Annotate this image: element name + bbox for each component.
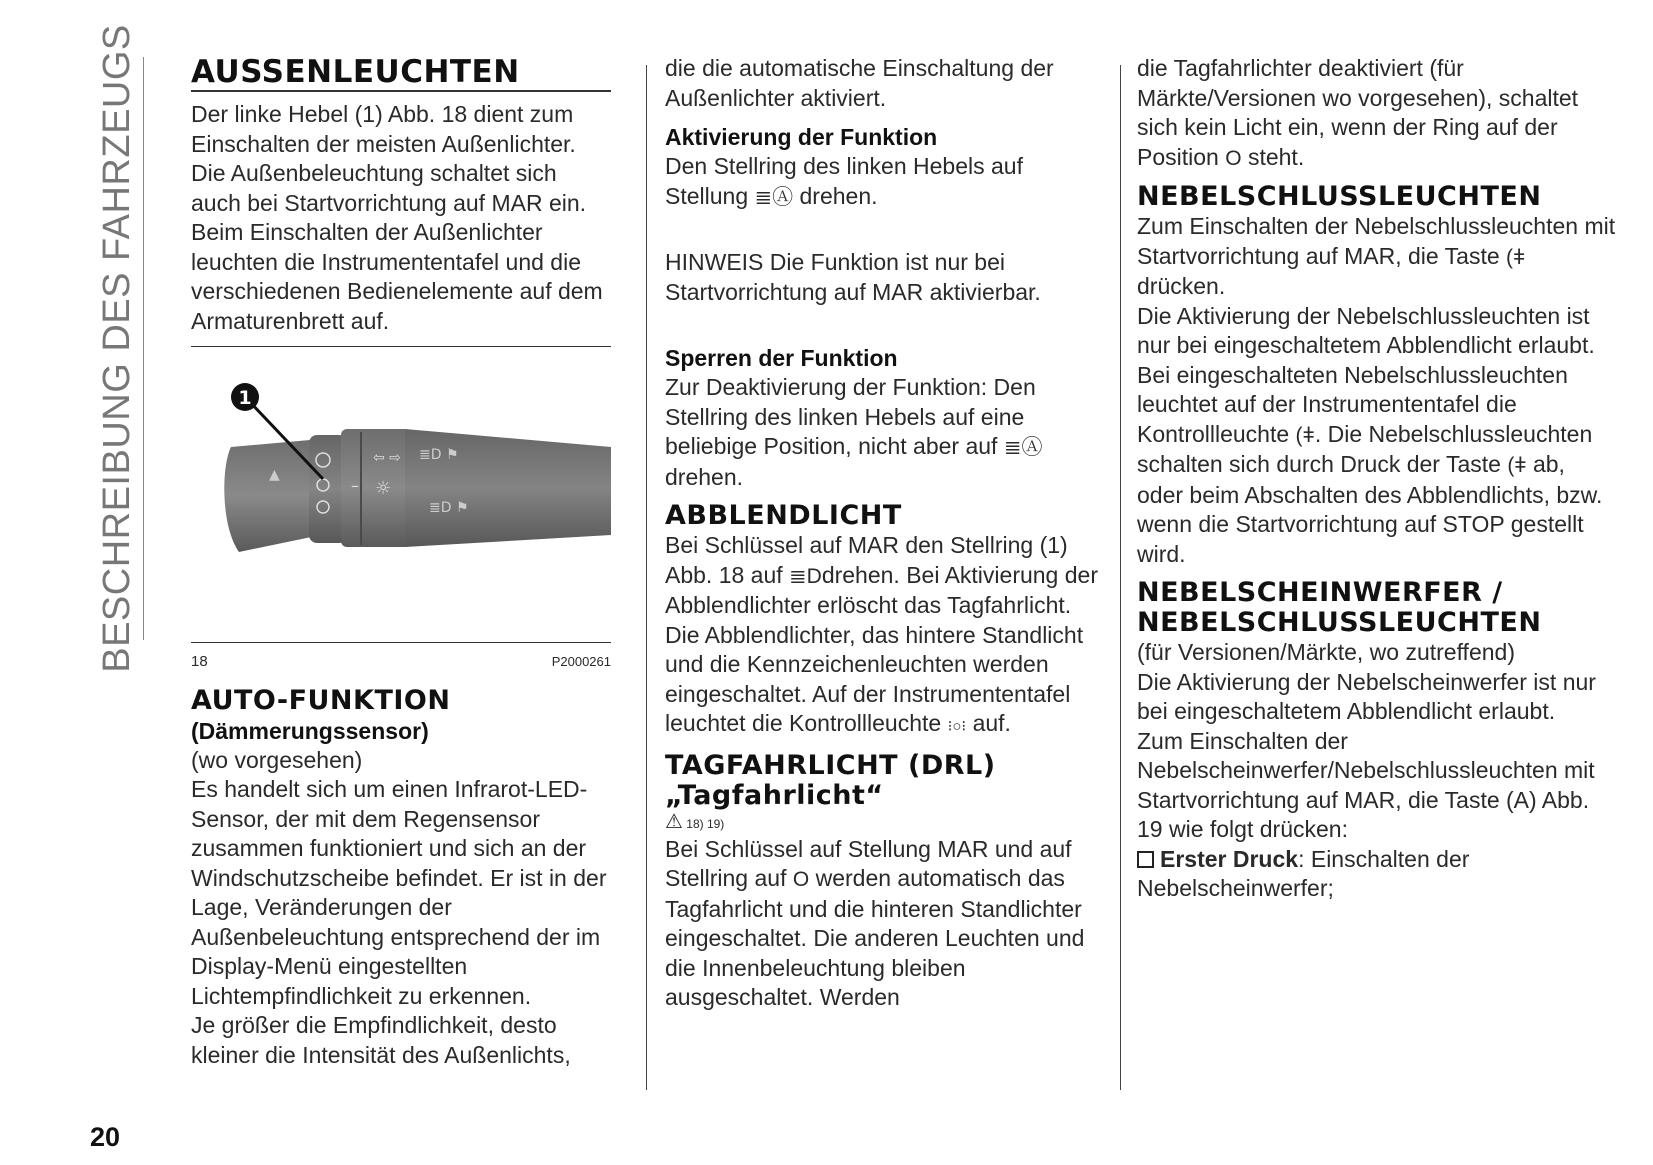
paragraph: Die Aktivierung der Nebelschlussleuchten ist nur bei eingeschaltetem Abblendlicht erlaubt. [1137,302,1595,358]
svg-text:–: – [351,476,359,495]
svg-text:⇦ ⇨: ⇦ ⇨ [373,450,401,466]
paragraph: Den Stellring des linken Hebels auf Stellung ≣Ⓐ drehen. [665,152,1100,212]
paragraph: Bei Schlüssel auf MAR den Stellring (1) Abb. 18 auf ≣Ddrehen. Bei Aktivierung der Abblendlichter erlöscht das Tagfahrlicht. Die Abblendlichter, das hintere Standlicht und die Kennzeichenleuchten werden eingeschaltet. Auf der Instrumententafel leuchtet die Kontrollleuchte ⁝○⁝ auf. [665,531,1100,742]
paragraph: Je größer die Empfindlichkeit, desto kleiner die Intensität des Außenlichts, [191,1012,571,1068]
warning-triangle-icon: ⚠ [665,810,683,833]
column-2 [665,54,1100,1013]
rear-fog-icon: (ǂ [1295,423,1315,447]
svg-text:≣D ⚑: ≣D ⚑ [429,500,469,516]
paragraph: Bei eingeschalteten Nebelschlussleuchten leuchtet auf der Instrumententafel die Kontrollleuchte (ǂ. Die Nebelschlussleuchten schalten sich durch Druck der Taste (ǂ ab, oder beim Abschalten des Abblendlichts, bzw. wenn die Startvorrichtung auf STOP gestellt wird. [1137,361,1603,567]
side-rule [143,57,144,640]
column-1 [191,54,611,1070]
subheading-aktivierung: Aktivierung der Funktion [665,124,938,150]
heading-nebelschlussleuchten-2: NEBELSCHLUSSLEUCHTEN [1137,607,1542,638]
ring-off-icon: O [1225,146,1242,170]
auto-headlight-icon: ≣Ⓐ [1003,436,1043,459]
light-stalk-illustration [191,347,611,642]
heading-rule [191,54,611,92]
svg-text:☼: ☼ [375,478,392,499]
subheading-sperren: Sperren der Funktion [665,345,898,371]
column-divider [1120,65,1121,1090]
paragraph: Der linke Hebel (1) Abb. 18 dient zum Einschalten der meisten Außenlichter. [191,101,576,157]
auto-headlight-icon: ≣Ⓐ [754,185,794,209]
side-light-icon: ⁝○⁝ [947,718,967,735]
ring-off-icon: O [792,868,810,891]
svg-text:▲: ▲ [269,467,280,483]
heading-nebelscheinwerfer: NEBELSCHEINWERFER / [1137,577,1503,608]
hinweis-note: HINWEIS Die Funktion ist nur bei Startvorrichtung auf MAR aktivierbar. [665,249,1041,305]
list-item: Erster Druck: Einschalten der Nebelscheinwerfer; [1137,845,1470,901]
rear-fog-icon: (ǂ [1507,454,1527,477]
column-divider [646,65,647,1090]
heading-aussenleuchten: AUSSENLEUCHTEN [191,54,520,90]
figure-id: P2000261 [551,654,611,669]
warning-reference: ⚠ 18) 19) [665,810,725,833]
checkbox-bullet-icon [1137,851,1154,868]
page-number: 20 [90,1122,121,1152]
svg-text:≣D ⚑: ≣D ⚑ [419,447,459,463]
paragraph: Die Außenbeleuchtung schaltet sich auch bei Startvorrichtung auf MAR ein. Beim Einschalten der Außenlichter leuchten die Instrumententafel und die verschiedenen Bedienelemente auf dem Armaturenbrett auf. [191,160,603,334]
column-3 [1137,54,1617,904]
figure-caption [191,642,611,677]
note: (wo vorgesehen) [191,746,363,773]
paragraph: Zur Deaktivierung der Funktion: Den Stellring des linken Hebels auf eine beliebige Position, nicht aber auf ≣Ⓐ drehen. [665,374,1043,490]
paragraph: die die automatische Einschaltung der Außenlichter aktiviert. [665,55,1054,111]
paragraph: Zum Einschalten der Nebelscheinwerfer/Nebelschlussleuchten mit Startvorrichtung auf MAR, die Taste (A) Abb. 19 wie folgt drücken: [1137,727,1595,842]
paragraph: Bei Schlüssel auf Stellung MAR und auf Stellring auf O werden automatisch das Tagfahrlicht und die hinteren Standlichter eingeschaltet. Die anderen Leuchten und die Innenbeleuchtung bleiben ausgeschaltet. Werden [665,835,1085,1010]
figure-18 [191,346,611,642]
heading-nebelschlussleuchten: NEBELSCHLUSSLEUCHTEN [1137,181,1542,212]
heading-auto-funktion: AUTO-FUNKTION [191,684,451,716]
callout-1: 1 [238,387,252,409]
heading-tagfahrlicht: TAGFAHRLICHT (DRL) [665,749,996,781]
paragraph: Zum Einschalten der Nebelschlussleuchten mit Startvorrichtung auf MAR, die Taste (ǂ drücken. [1137,213,1616,299]
heading-tagfahrlicht-quote: „Tagfahrlicht“ [665,779,884,811]
paragraph: die Tagfahrlichter deaktiviert (für Märkte/Versionen wo vorgesehen), schaltet sich kein Licht ein, wenn der Ring auf der Position O steht. [1137,54,1617,173]
low-beam-icon: ≣D [789,564,822,588]
paragraph: Die Aktivierung der Nebelscheinwerfer ist nur bei eingeschaltetem Abblendlicht erlaubt. [1137,668,1596,724]
heading-abblendlicht: ABBLENDLICHT [665,500,902,531]
note: (für Versionen/Märkte, wo zutreffend) [1137,639,1515,665]
rear-fog-icon: (ǂ [1506,245,1526,269]
figure-number: 18 [191,653,208,670]
subheading-daemmerungssensor: (Dämmerungssensor) [191,717,429,744]
paragraph: Es handelt sich um einen Infrarot-LED-Sensor, der mit dem Regensensor zusammen funktioniert und sich an der Windschutzscheibe befindet. Er ist in der Lage, Veränderungen der Außenbeleuchtung entsprechend der im Display-Menü eingestellten Lichtempfindlichkeit zu erkennen. [191,776,607,1009]
section-side-title: BESCHREIBUNG DES FAHRZEUGS [95,24,138,673]
